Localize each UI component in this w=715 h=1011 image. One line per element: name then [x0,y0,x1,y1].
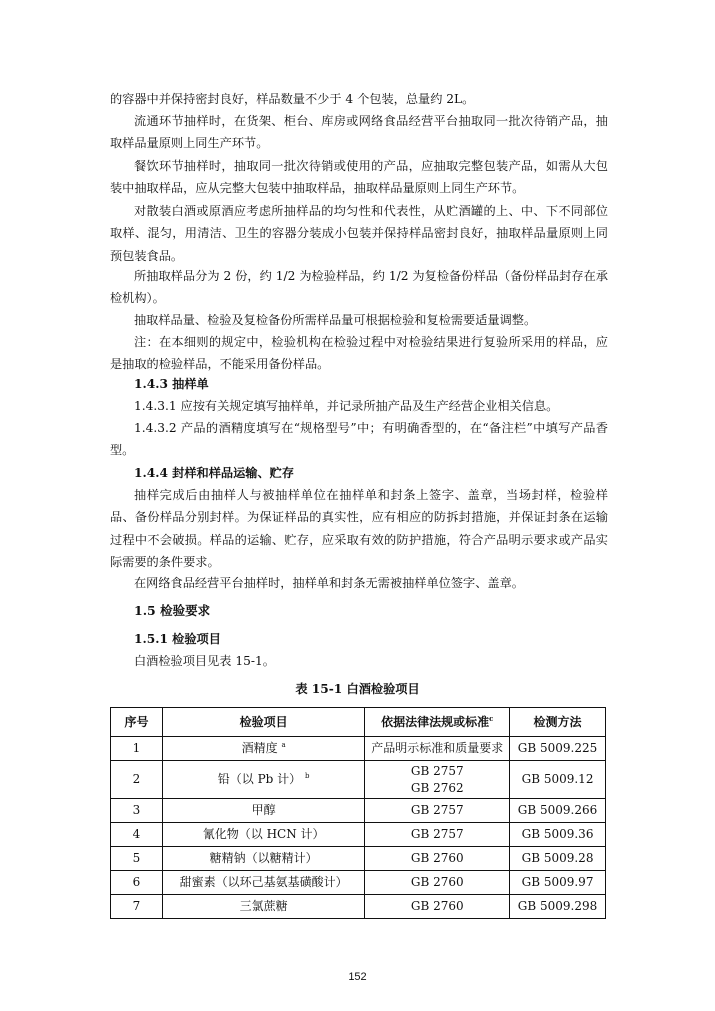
table-row [111,737,606,761]
cell-no: 2 [111,761,163,799]
paragraph-sample-adjust: 抽取样品量、检验及复检备份所需样品量可根据检验和复检需要适量调整。 [134,313,537,327]
cell-method: GB 5009.266 [510,799,606,823]
paragraph-table-ref: 白酒检验项目见表 15-1。 [134,654,275,668]
cell-item: 氰化物（以 HCN 计） [162,823,365,847]
table-row [111,847,606,871]
cell-no: 3 [111,799,163,823]
cell-no: 1 [111,737,163,761]
table-header-row [111,708,606,737]
paragraph-sample-split: 所抽取样品分为 2 份，约 1/2 为检验样品，约 1/2 为复检备份样品（备份样品封存在承检机构）。 [110,269,608,306]
cell-no: 4 [111,823,163,847]
cell-no: 7 [111,895,163,919]
cell-basis: GB 2760 [365,871,510,895]
cell-basis: GB 2757 [365,799,510,823]
paragraph-1-4-3-2: 1.4.3.2 产品的酒精度填写在“规格型号”中；有明确香型的，在“备注栏”中填写产品香型。 [110,421,608,458]
table-row [111,895,606,919]
cell-method: GB 5009.225 [510,737,606,761]
cell-item: 甜蜜素（以环己基氨基磺酸计） [162,871,365,895]
cell-item: 三氯蔗糖 [162,895,365,919]
header-item: 检验项目 [162,708,365,737]
table-row [111,761,606,799]
cell-method: GB 5009.97 [510,871,606,895]
cell-no: 5 [111,847,163,871]
cell-basis: GB 2757 GB 2762 [365,761,510,799]
paragraph-note: 注：在本细则的规定中，检验机构在检验过程中对检验结果进行复验所采用的样品，应是抽取的检验样品，不能采用备份样品。 [110,335,608,372]
heading-1-4-4: 1.4.4 封样和样品运输、贮存 [134,466,295,480]
cell-basis: GB 2760 [365,895,510,919]
cell-item: 糖精钠（以糖精计） [162,847,365,871]
cell-item: 甲醇 [162,799,365,823]
heading-1-4-3: 1.4.3 抽样单 [134,377,209,391]
header-basis: 依据法律法规或标准$^c$ [365,708,510,737]
paragraph-bulk-liquor: 对散装白酒或原酒应考虑所抽样品的均匀性和代表性，从贮酒罐的上、中、下不同部位取样、混匀，用清洁、卫生的容器分装成小包装并保持样品密封良好，抽取样品量原则上同预包装食品。 [110,204,608,263]
cell-method: GB 5009.28 [510,847,606,871]
cell-method: GB 5009.36 [510,823,606,847]
heading-1-5-1: 1.5.1 检验项目 [134,632,221,646]
cell-item: 酒精度 $^a$ [162,737,365,761]
header-method: 检测方法 [510,708,606,737]
cell-basis: GB 2760 [365,847,510,871]
paragraph-circulation-sampling: 流通环节抽样时，在货架、柜台、库房或网络食品经营平台抽取同一批次待销产品，抽取样品量原则上同生产环节。 [110,114,608,151]
cell-method: GB 5009.12 [510,761,606,799]
cell-basis: GB 2757 [365,823,510,847]
inspection-items-table [110,707,606,919]
cell-method: GB 5009.298 [510,895,606,919]
paragraph-sample-container: 的容器中并保持密封良好，样品数量不少于 4 个包装，总量约 2L。 [110,92,475,106]
page-number: 152 [348,971,367,983]
header-no: 序号 [111,708,163,737]
paragraph-online-sealing: 在网络食品经营平台抽样时，抽样单和封条无需被抽样单位签字、盖章。 [134,576,524,590]
table-row [111,799,606,823]
paragraph-sealing: 抽样完成后由抽样人与被抽样单位在抽样单和封条上签字、盖章，当场封样，检验样品、备份样品分别封样。为保证样品的真实性，应有相应的防拆封措施，并保证封条在运输过程中不会破损。样品的运输、贮存，应采取有效的防护措施，符合产品明示要求或产品实际需要的条件要求。 [110,488,608,569]
paragraph-1-4-3-1: 1.4.3.1 应按有关规定填写抽样单，并记录所抽产品及生产经营企业相关信息。 [134,399,559,413]
cell-basis: 产品明示标准和质量要求 [365,737,510,761]
table-caption: 表 15-1 白酒检验项目 [295,682,420,696]
paragraph-catering-sampling: 餐饮环节抽样时，抽取同一批次待销或使用的产品，应抽取完整包装产品，如需从大包装中抽取样品，应从完整大包装中抽取样品，抽取样品量原则上同生产环节。 [110,159,608,196]
cell-no: 6 [111,871,163,895]
heading-1-5: 1.5 检验要求 [134,603,211,618]
cell-item: 铅（以 Pb 计） $^b$ [162,761,365,799]
table-row [111,823,606,847]
table-row [111,871,606,895]
